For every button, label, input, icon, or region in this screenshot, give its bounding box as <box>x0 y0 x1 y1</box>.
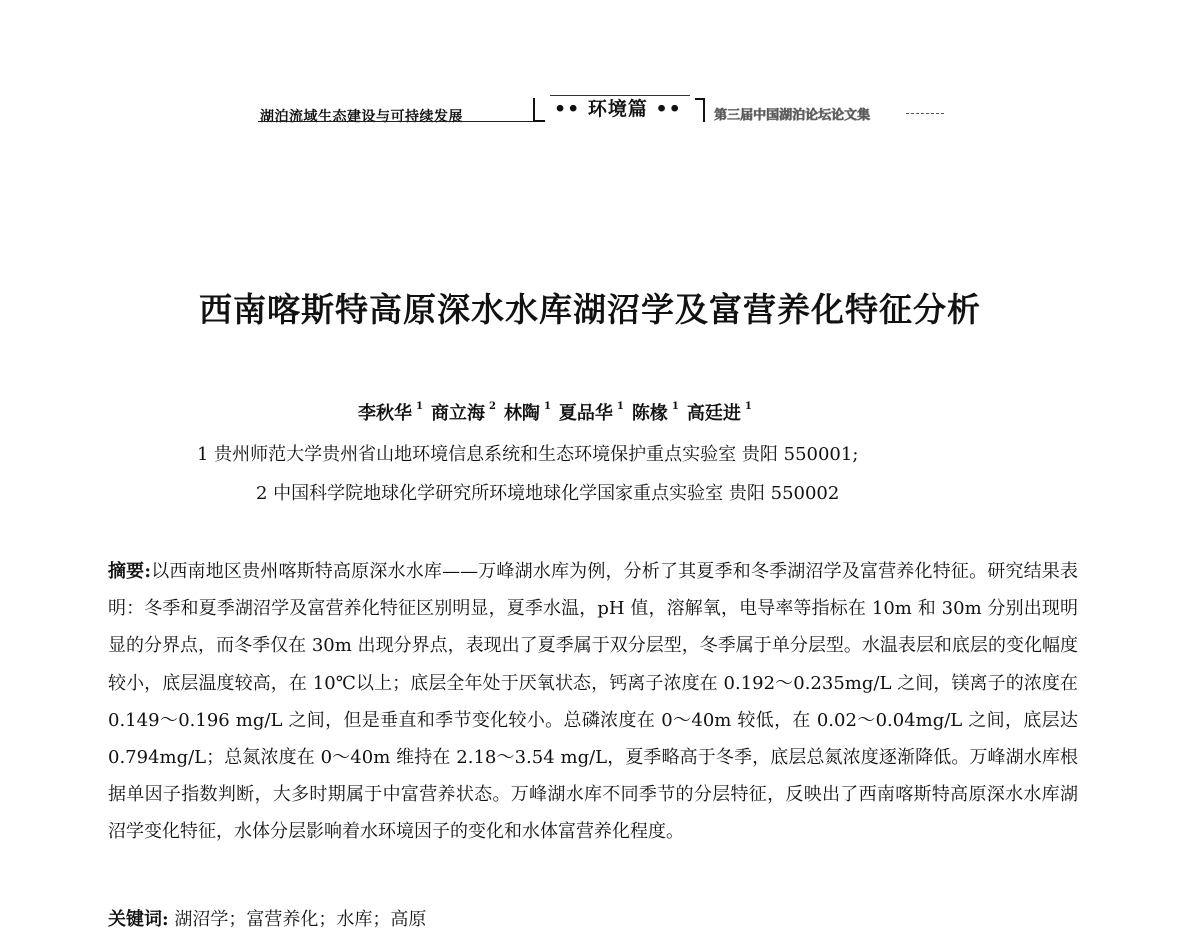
header-proceedings-title: 第三届中国湖泊论坛论文集 <box>714 108 871 123</box>
author-affiliation-mark: 1 <box>416 401 423 412</box>
paper-title: 西南喀斯特高原深水水库湖沼学及富营养化特征分析 <box>199 290 981 329</box>
affiliation-2: 2 中国科学院地球化学研究所环境地球化学国家重点实验室 贵阳 550002 <box>256 483 840 504</box>
author-name: 高廷进 <box>686 403 741 424</box>
author <box>687 403 760 424</box>
abstract-label: 摘要: <box>108 561 152 582</box>
author-affiliation-mark: 2 <box>488 401 496 412</box>
header-bracket-left <box>533 98 545 122</box>
author-name: 陈椽 <box>631 403 668 424</box>
abstract <box>108 553 1078 851</box>
author <box>358 403 431 424</box>
author <box>559 403 632 424</box>
header-rule-left <box>258 121 543 122</box>
header-section-label: •• 环境篇 •• <box>554 98 682 120</box>
author <box>632 403 687 424</box>
keywords-label: 关键词: <box>108 909 169 930</box>
header-bracket-right <box>695 98 705 122</box>
header-dash-rule <box>906 113 944 114</box>
author-name: 李秋华 <box>358 403 412 424</box>
header-series-title: 湖泊流域生态建设与可持续发展 <box>260 109 463 125</box>
author-list <box>358 399 760 425</box>
author-affiliation-mark: 1 <box>543 401 551 412</box>
abstract-text: 以西南地区贵州喀斯特高原深水水库——万峰湖水库为例，分析了其夏季和冬季湖沼学及富营养化特征。研究结果表明：冬季和夏季湖沼学及富营养化特征区别明显，夏季水温，pH 值，溶解氧，电导率等指标在 10m 和 30m 分别出现明显的分界点，而冬季仅在 30m 出现分界点，表现出了夏季属于双分层型，冬季属于单分层型。水温表层和底层的变化幅度较小，底层温度较高，在 10℃以上；底层全年处于厌氧状态，钙离子浓度在 0.192～0.235mg/L 之间，镁离子的浓度在 0.149～0.196 mg/L 之间，但是垂直和季节变化较小。总磷浓度在 0～40m 较低，在 0.02～0.04mg/L 之间，底层达 0.794mg/L；总氮浓度在 0～40m 维持在 2.18～3.54 mg/L，夏季略高于冬季，底层总氮浓度逐渐降低。万峰湖水库根据单因子指数判断，大多时期属于中富营养状态。万峰湖水库不同季节的分层特征，反映出了西南喀斯特高原深水水库湖沼学变化特征，水体分层影响着水环境因子的变化和水体富营养化程度。 <box>108 561 1078 843</box>
keywords <box>108 905 426 931</box>
running-header <box>258 90 948 132</box>
author-affiliation-mark: 1 <box>671 401 679 412</box>
author <box>431 403 504 424</box>
author-name: 商立海 <box>430 403 485 424</box>
keywords-text: 湖沼学；富营养化；水库；高原 <box>168 909 427 930</box>
author-affiliation-mark: 1 <box>616 401 624 412</box>
author-name: 夏品华 <box>558 403 613 424</box>
author <box>504 403 559 424</box>
author-name: 林陶 <box>503 403 540 424</box>
affiliation-1: 1 贵州师范大学贵州省山地环境信息系统和生态环境保护重点实验室 贵阳 550001; <box>197 444 859 465</box>
author-affiliation-mark: 1 <box>744 401 752 412</box>
